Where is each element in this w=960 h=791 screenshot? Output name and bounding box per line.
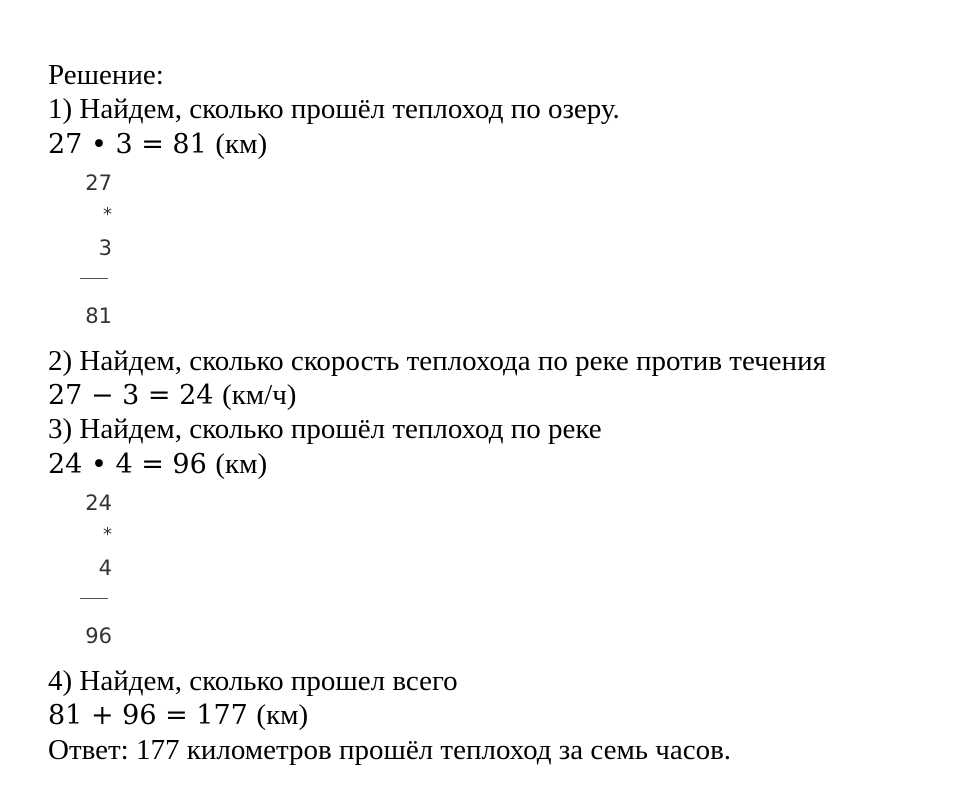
step-1-text: 1) Найдем, сколько прошёл теплоход по озеру. [48,93,620,126]
step-1-expression: 27 • 3 = 81 [48,128,207,160]
step-1-column-multiplication [48,161,953,344]
step-3-column-multiplication [48,481,953,664]
column-product: 96 [85,624,112,649]
step-2-expression: 27 − 3 = 24 [48,380,214,412]
step-2-text: 2) Найдем, сколько скорость теплохода по реке против течения [48,344,826,377]
answer-text: Ответ: 177 километров прошёл теплоход за семь часов. [48,733,732,766]
column-operator: * [103,524,112,546]
step-3-equation [48,447,953,481]
step-2-equation [48,378,953,412]
column-multiplier: 3 [98,235,112,260]
solution-title: Решение: [48,59,164,91]
step-4-text: 4) Найдем, сколько прошел всего [48,665,458,698]
solution-document [48,58,953,767]
step-2-unit: (км/ч) [222,379,297,412]
step-3-unit: (км) [215,447,268,480]
column-divider-line [80,278,108,279]
step-4-expression: 81 + 96 = 177 [48,700,248,732]
column-divider-line [80,598,108,599]
column-multiplicand: 24 [85,491,112,516]
step-1-equation [48,127,953,161]
step-1-unit: (км) [215,127,268,160]
column-product: 81 [85,303,112,328]
step-3-expression: 24 • 4 = 96 [48,448,207,480]
column-multiplier: 4 [98,556,112,581]
column-multiplicand: 27 [85,170,112,195]
step-4-unit: (км) [256,699,309,732]
column-operator: * [103,203,112,225]
step-3-text: 3) Найдем, сколько прошёл теплоход по реке [48,413,602,446]
step-4-equation [48,698,953,732]
